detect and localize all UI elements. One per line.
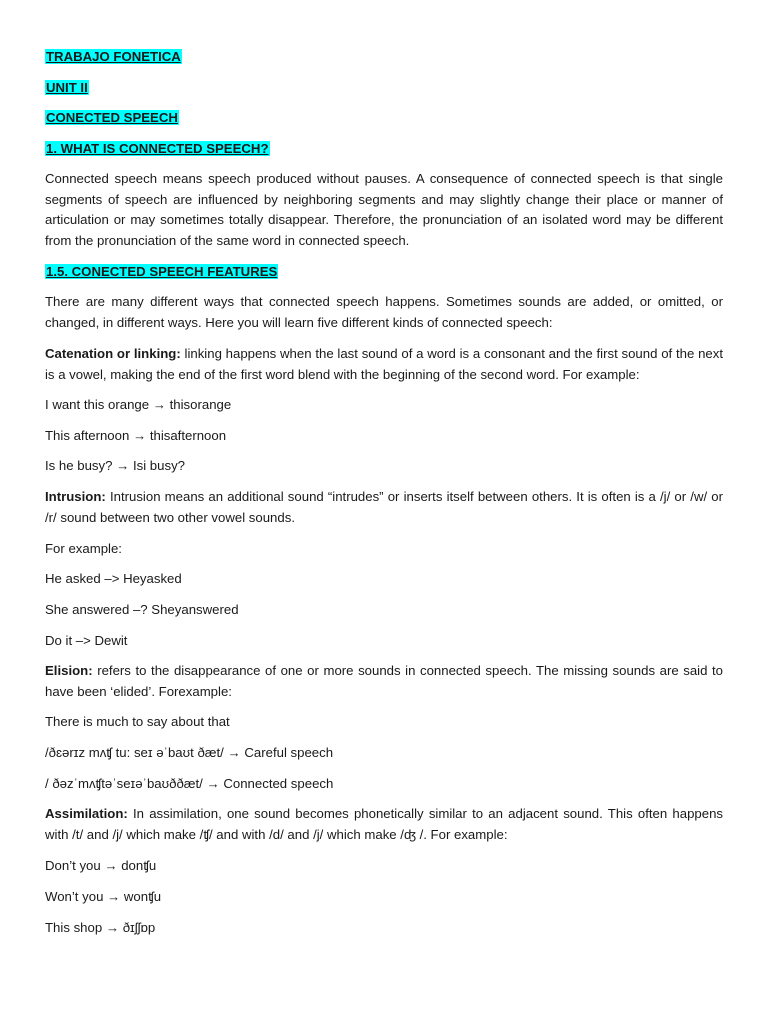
catenation-term: Catenation or linking:: [45, 346, 181, 361]
intrusion-example: He asked –> Heyasked: [45, 571, 182, 586]
elision-example: / ðəzˈmʌʧtəˈseɪəˈbaʊððæt/ → Connected speech: [45, 776, 334, 791]
features-intro-paragraph: There are many different ways that connected speech happens. Sometimes sounds are added, or omitted, or changed, in different ways. Here you will learn five different kinds of connected speech:: [45, 294, 723, 330]
intrusion-example: She answered –? Sheyanswered: [45, 602, 239, 617]
question-highlight: 1. WHAT IS CONNECTED SPEECH?: [46, 141, 269, 156]
elision-term: Elision:: [45, 663, 93, 678]
intrusion-paragraph: [45, 487, 723, 528]
catenation-paragraph: [45, 344, 723, 385]
assimilation-paragraph: [45, 804, 723, 845]
catenation-example: This afternoon → thisafternoon: [45, 428, 227, 443]
assimilation-example: Don’t you → donʧu: [45, 858, 157, 873]
intro-paragraph: Connected speech means speech produced without pauses. A consequence of connected speech is that single segments of speech are influenced by neighboring segments and may slightly change their place or manner of articulation or may sometimes totally disappear. Therefore, the pronunciation of an isolated word may be different from the pronunciation of the same word in connected speech.: [45, 171, 723, 248]
intrusion-text: Intrusion means an additional sound “intrudes” or inserts itself between others. It is often is a /j/ or /w/ or /r/ sound between two other vowel sounds.: [45, 489, 723, 525]
intrusion-term: Intrusion:: [45, 489, 106, 504]
assimilation-example: This shop → ðɪʃʃɒp: [45, 920, 156, 935]
catenation-example: I want this orange → thisorange: [45, 397, 232, 412]
elision-text: refers to the disappearance of one or more sounds in connected speech. The missing sounds are said to have been ‘elided’. Forexample:: [45, 663, 723, 699]
intrusion-example: Do it –> Dewit: [45, 633, 128, 648]
document-title: [45, 48, 182, 66]
assimilation-example: Won’t you → wonʧu: [45, 889, 162, 904]
catenation-text: linking happens when the last sound of a word is a consonant and the first sound of the next is a vowel, making the end of the first word blend with the beginning of the second word. For example:: [45, 346, 723, 382]
topic-highlight: CONECTED SPEECH: [46, 110, 178, 125]
intrusion-for-example: For example:: [45, 541, 122, 556]
features-heading: [45, 263, 278, 281]
assimilation-term: Assimilation:: [45, 806, 128, 821]
features-highlight: 1.5. CONECTED SPEECH FEATURES: [46, 264, 278, 279]
unit-heading: [45, 79, 89, 97]
question-heading: [45, 140, 270, 158]
assimilation-text: In assimilation, one sound becomes phonetically similar to an adjacent sound. This often happens with /t/ and /j/ which make /ʧ/ and with /d/ and /j/ which make /ʤ /. For example:: [45, 806, 723, 842]
elision-example: /ðɛərɪz mʌʧ tu: seɪ əˈbaʊt ðæt/ → Careful speech: [45, 745, 334, 760]
elision-example: There is much to say about that: [45, 714, 230, 729]
title-highlight: TRABAJO FONETICA: [46, 49, 181, 64]
catenation-example: Is he busy? → Isi busy?: [45, 458, 186, 473]
topic-heading: [45, 109, 179, 127]
unit-highlight: UNIT II: [46, 80, 88, 95]
elision-paragraph: [45, 661, 723, 702]
